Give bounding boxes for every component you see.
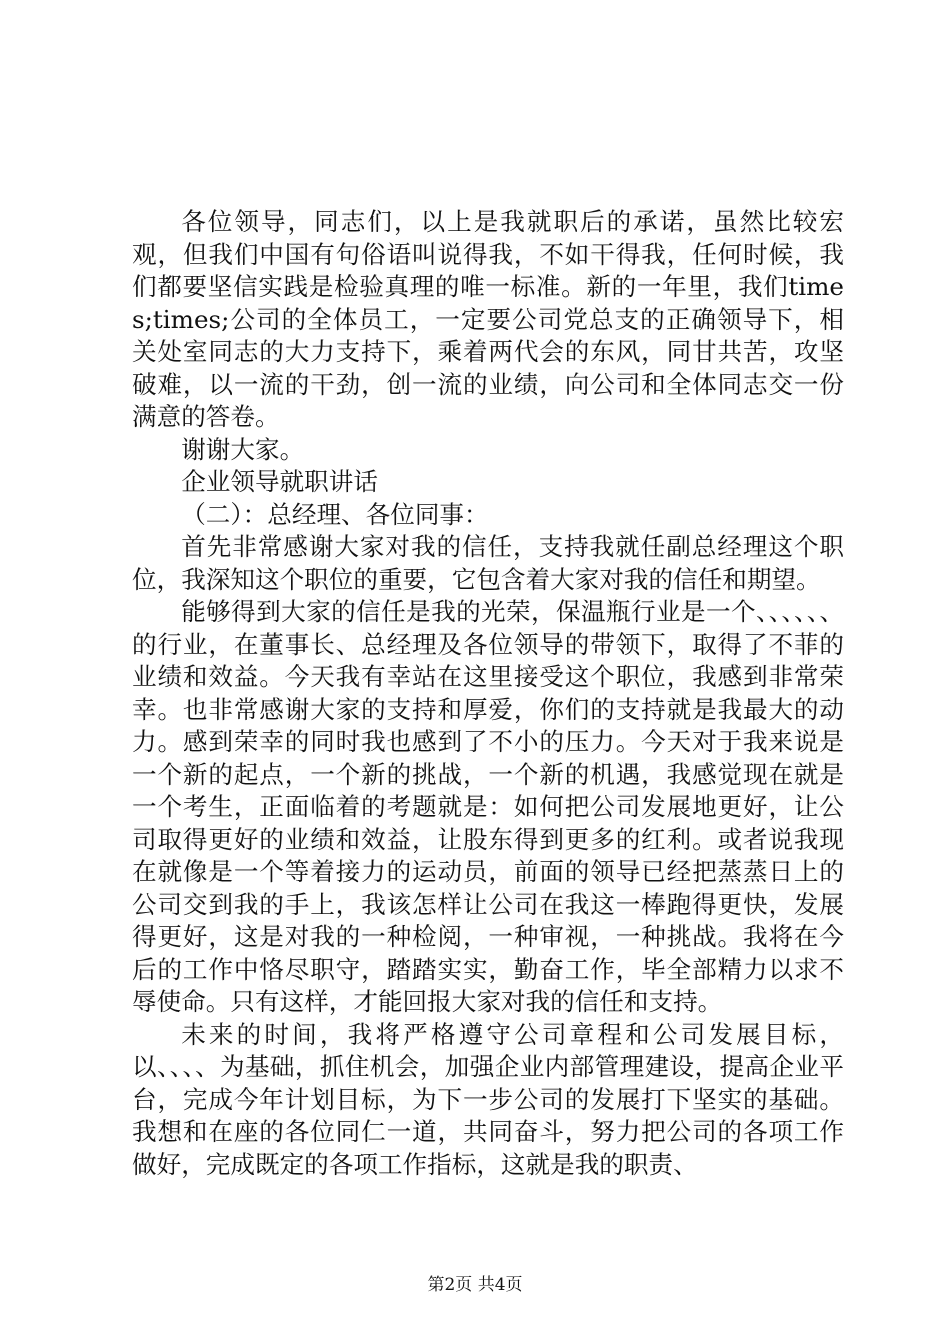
paragraph-honor: 能够得到大家的信任是我的光荣，保温瓶行业是一个、、、、、、的行业，在董事长、总经理及各位领导的带领下，取得了不菲的业绩和效益。今天我有幸站在这里接受这个职位，我感到非常荣幸。也非常感谢大家的支持和厚爱，你们的支持就是我最大的动力。感到荣幸的同时我也感到了不小的压力。今天对于我来说是一个新的起点，一个新的挑战，一个新的机遇，我感觉现在就是一个考生，正面临着的考题就是：如何把公司发展地更好，让公司取得更好的业绩和效益，让股东得到更多的红利。或者说我现在就像是一个等着接力的运动员，前面的领导已经把蒸蒸日上的公司交到我的手上，我该怎样让公司在我这一棒跑得更快，发展得更好，这是对我的一种检阅，一种审视，一种挑战。我将在今后的工作中恪尽职守，踏踏实实，勤奋工作，毕全部精力以求不辱使命。只有这样，才能回报大家对我的信任和支持。 xyxy=(132,597,844,1016)
paragraph-gratitude: 首先非常感谢大家对我的信任，支持我就任副总经理这个职位，我深知这个职位的重要，它包含着大家对我的信任和期望。 xyxy=(132,532,844,594)
page-footer: 第2页 共4页 xyxy=(427,1275,523,1295)
paragraph-thanks: 谢谢大家。 xyxy=(181,434,305,464)
document-body xyxy=(132,206,844,1181)
paragraph-future: 未来的时间，我将严格遵守公司章程和公司发展目标，以、、、、为基础，抓住机会，加强企业内部管理建设，提高企业平台，完成今年计划目标，为下一步公司的发展打下坚实的基础。我想和在座的各位同仁一道，共同奋斗，努力把公司的各项工作做好，完成既定的各项工作指标，这就是我的职责、 xyxy=(132,1019,844,1179)
paragraph-closing-remarks: 各位领导，同志们，以上是我就职后的承诺，虽然比较宏观，但我们中国有句俗语叫说得我，不如干得我，任何时候，我们都要坚信实践是检验真理的唯一标准。新的一年里，我们times;times;公司的全体员工，一定要公司党总支的正确领导下，相关处室同志的大力支持下，乘着两代会的东风，同甘共苦，攻坚破难，以一流的干劲，创一流的业绩，向公司和全体同志交一份满意的答卷。 xyxy=(132,207,844,431)
salutation: （二）：总经理、各位同事： xyxy=(181,499,489,529)
section-title: 企业领导就职讲话 xyxy=(181,467,378,496)
